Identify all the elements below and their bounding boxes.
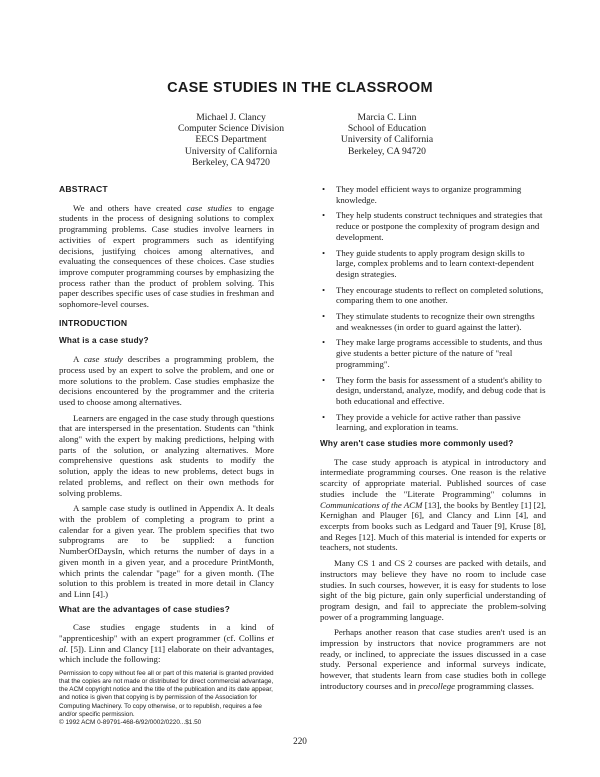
paragraph: Case studies engage students in a kind of "apprenticeship" with an expert programmer (cf. Collins et al. [5]). Linn and Clancy [11] elaborate on their advantages, which include the following: [59,622,274,665]
permission-notice: Permission to copy without fee all or part of this material is granted provided that the copies are not made or distributed for direct commercial advantage, the ACM copyright notice and the title of the publication and its date appear, and notice is given that copying is by permission of the Association for Computing Machinery. To copy otherwise, or to republish, requires a fee and/or specific permission. [59,670,274,718]
author-org: EECS Department [195,134,267,146]
author-name: Marcia C. Linn [357,112,417,123]
list-item: • They provide a vehicle for active rather than passive learning, and exploration in teams. [320,412,546,433]
subsection-heading-advantages: What are the advantages of case studies? [59,604,230,614]
list-item: • They make large programs accessible to students, and thus give students a better picture of the nature of "real programming". [320,337,546,369]
subsection-heading-what-is: What is a case study? [59,336,149,346]
author-dept: Computer Science Division [177,123,285,135]
author-dept: School of Education [347,123,427,135]
list-item: • They guide students to apply program design skills to large, complex problems and to learn context-dependent design strategies. [320,248,546,280]
paragraph: A sample case study is outlined in Appendix A. It deals with the problem of completing a program to print a calendar for a given year. The problem specifies that two subprograms are to be supplied: a function NumberOfDaysIn, which returns the number of days in a given month in a given year, and a procedure PrintMonth, which prints the calendar "page" for a given month. (The solution to this problem is treated in more detail in Clancy and Linn [4].) [59,503,274,599]
advantages-list [320,184,546,433]
subsection-heading-why: Why aren't case studies more commonly used? [320,439,514,449]
author-block-linn [302,112,472,157]
author-univ: University of California [184,145,278,157]
author-name: Michael J. Clancy [196,112,266,123]
author-block-clancy [146,112,316,168]
copyright-line: © 1992 ACM 0-89791-468-6/92/0002/0220...$1.50 [59,718,202,726]
author-city: Berkeley, CA 94720 [192,156,270,168]
list-item: • They form the basis for assessment of a student's ability to design, understand, analyze, modify, and debug code that is both educational and effective. [320,375,546,407]
paragraph: Many CS 1 and CS 2 courses are packed with details, and instructors may believe they have no room to include case studies. In such courses, however, it is easy for students to lose sight of the big picture, gain only superficial understanding of program design, and fail to appreciate the problem-solving power of a programming language. [320,558,546,622]
paragraph: Learners are engaged in the case study through questions that are interspersed in the presentation. Students can "think along" with the expert by making predictions, helping with parts of the solution, or analyzing alternatives. More comprehensive questions ask students to modify the solution, apply the ideas to new problems, detect bugs in related problems, and reflect on their own methods for solving problems. [59,412,274,498]
list-item: • They stimulate students to recognize their own strengths and weaknesses (in order to guard against the latter). [320,311,546,332]
paragraph: The case study approach is atypical in introductory and intermediate programming courses. One reason is the relative scarcity of appropriate material. Published sources of case studies include the "Literate Programming" columns in Communications of the ACM [13], the books by Bentley [1] [2], Kernighan and Plauger [6], and Clancy and Linn [4], and excerpts from books such as Ledgard and Tauer [9], Kruse [8], and Reges [12]. Much of this material is intended for experts or teachers, not students. [320,456,546,553]
page-number: 220 [293,736,307,746]
right-column [320,184,546,697]
author-univ: University of California [340,134,434,146]
list-item: • They model efficient ways to organize programming knowledge. [320,184,546,205]
author-city: Berkeley, CA 94720 [348,145,426,157]
abstract-heading: ABSTRACT [59,184,108,194]
paragraph: Perhaps another reason that case studies aren't used is an impression by instructors that novice programmers are not ready, or inclined, to appreciate the issues discussed in a case study. Personal experience and informal surveys indicate, however, that students learn from case studies both in college introductory courses and in precollege programming classes. [320,627,546,691]
list-item: • They help students construct techniques and strategies that reduce or postpone the complexity of program design and development. [320,210,546,242]
paper-title: CASE STUDIES IN THE CLASSROOM [167,80,433,96]
list-item: • They encourage students to reflect on completed solutions, comparing them to one another. [320,285,546,306]
paragraph: A case study describes a programming problem, the process used by an expert to solve the problem, and one or more solutions to the problem. Case studies emphasize the decisions encountered by the programmer and the criteria used to choose among alternatives. [59,354,274,407]
left-column [59,184,274,727]
abstract-text: We and others have created case studies to engage students in the process of designing solutions to complex programming problems. Case studies involve learners in activities of expert programmers such as identifying decisions, justifying choices among alternatives, and evaluating the consequences of these choices. Case studies improve computer programming courses by emphasizing the process rather than the product of problem solving. This paper describes specific uses of case studies in freshman and sophomore-level courses. [59,202,274,310]
introduction-heading: INTRODUCTION [59,317,128,328]
